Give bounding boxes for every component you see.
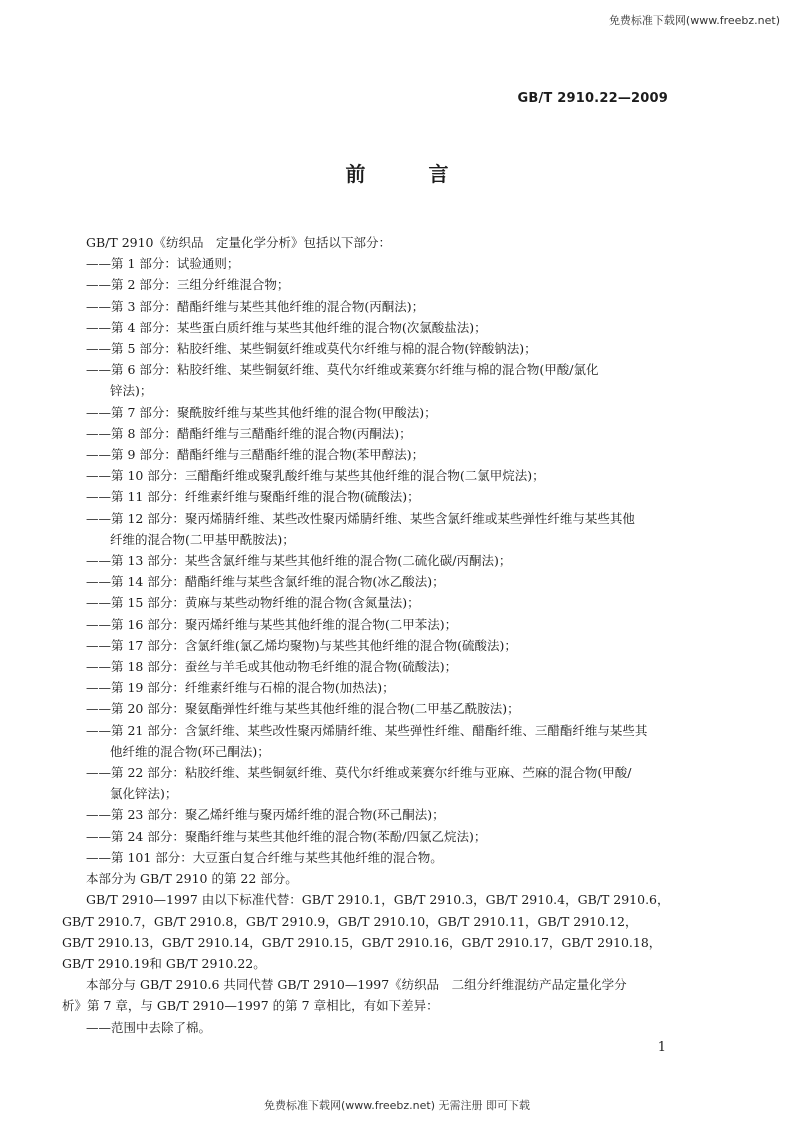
paragraph-replacement-line: GB/T 2910.19和 GB/T 2910.22。 — [62, 955, 266, 971]
list-item-continuation: 纤维的混合物(二甲基甲酰胺法)； — [110, 531, 295, 547]
list-item: ——第 16 部分：聚丙烯纤维与某些其他纤维的混合物(二甲苯法)； — [86, 616, 458, 632]
list-item: ——第 14 部分：醋酯纤维与某些含氯纤维的混合物(冰乙酸法)； — [86, 574, 445, 590]
list-item-continuation: 氯化锌法)； — [110, 786, 178, 802]
intro-line: GB/T 2910《纺织品 定量化学分析》包括以下部分： — [86, 235, 392, 250]
list-item: ——第 24 部分：聚酯纤维与某些其他纤维的混合物(苯酚/四氯乙烷法)； — [86, 828, 487, 844]
list-item: ——第 17 部分：含氯纤维(氯乙烯均聚物)与某些其他纤维的混合物(硫酸法)； — [86, 637, 517, 653]
standard-number: GB/T 2910.22—2009 — [517, 91, 668, 106]
document-body — [62, 232, 672, 1038]
paragraph-replacement-line: GB/T 2910—1997 由以下标准代替：GB/T 2910.1，GB/T 2910.3，GB/T 2910.4，GB/T 2910.6， — [86, 892, 670, 908]
watermark-top: 免费标准下载网(www.freebz.net) — [608, 14, 780, 27]
list-item: ——第 18 部分：蚕丝与羊毛或其他动物毛纤维的混合物(硫酸法)； — [86, 659, 458, 675]
list-item-continuation: 锌法)； — [110, 383, 153, 399]
list-item: ——第 19 部分：纤维素纤维与石棉的混合物(加热法)； — [86, 680, 395, 696]
list-item: ——第 4 部分：某些蛋白质纤维与某些其他纤维的混合物(次氯酸盐法)； — [86, 319, 487, 335]
list-item: ——第 2 部分：三组分纤维混合物； — [86, 277, 290, 293]
list-item: ——第 21 部分：含氯纤维、某些改性聚丙烯腈纤维、某些弹性纤维、醋酯纤维、三醋酯纤维与某些其 — [86, 722, 648, 738]
list-item: ——第 1 部分：试验通则； — [86, 256, 240, 272]
list-item: ——第 101 部分：大豆蛋白复合纤维与某些其他纤维的混合物。 — [86, 849, 443, 865]
list-item: ——第 12 部分：聚丙烯腈纤维、某些改性聚丙烯腈纤维、某些含氯纤维或某些弹性纤维与某些其他 — [86, 510, 635, 526]
list-item: ——第 11 部分：纤维素纤维与聚酯纤维的混合物(硫酸法)； — [86, 489, 420, 505]
paragraph-replacement-line: GB/T 2910.13，GB/T 2910.14，GB/T 2910.15，GB/T 2910.16，GB/T 2910.17，GB/T 2910.18， — [62, 934, 662, 950]
list-item: ——第 5 部分：粘胶纤维、某些铜氨纤维或莫代尔纤维与棉的混合物(锌酸钠法)； — [86, 341, 537, 357]
page-title: 前 言 — [345, 162, 477, 186]
list-item: ——第 22 部分：粘胶纤维、某些铜氨纤维、莫代尔纤维或莱赛尔纤维与亚麻、苎麻的混合物(甲酸/ — [86, 765, 632, 781]
list-item-continuation: 他纤维的混合物(环己酮法)； — [110, 743, 270, 759]
paragraph-replacement-line: GB/T 2910.7，GB/T 2910.8，GB/T 2910.9，GB/T 2910.10，GB/T 2910.11，GB/T 2910.12， — [62, 913, 638, 929]
list-item: ——第 3 部分：醋酯纤维与某些其他纤维的混合物(丙酮法)； — [86, 298, 425, 314]
list-item: ——第 7 部分：聚酰胺纤维与某些其他纤维的混合物(甲酸法)； — [86, 404, 437, 420]
list-item: ——第 13 部分：某些含氯纤维与某些其他纤维的混合物(二硫化碳/丙酮法)； — [86, 553, 512, 569]
list-item: ——第 10 部分：三醋酯纤维或聚乳酸纤维与某些其他纤维的混合物(二氯甲烷法)； — [86, 468, 545, 484]
page-number: 1 — [657, 1040, 666, 1055]
paragraph-differences-line: 本部分与 GB/T 2910.6 共同代替 GB/T 2910—1997《纺织品 二组分纤维混纺产品定量化学分 — [86, 977, 627, 993]
paragraph-differences-line: ——范围中去除了棉。 — [86, 1019, 212, 1035]
paragraph-differences-line: 析》第 7 章，与 GB/T 2910—1997 的第 7 章相比，有如下差异： — [62, 998, 439, 1014]
list-item: ——第 9 部分：醋酯纤维与三醋酯纤维的混合物(苯甲醇法)； — [86, 447, 425, 463]
watermark-bottom: 免费标准下载网(www.freebz.net) 无需注册 即可下载 — [263, 1099, 531, 1112]
list-item: ——第 20 部分：聚氨酯弹性纤维与某些其他纤维的混合物(二甲基乙酰胺法)； — [86, 701, 520, 717]
paragraph-part-note: 本部分为 GB/T 2910 的第 22 部分。 — [86, 871, 298, 887]
list-item: ——第 15 部分：黄麻与某些动物纤维的混合物(含氮量法)； — [86, 595, 420, 611]
list-item: ——第 8 部分：醋酯纤维与三醋酯纤维的混合物(丙酮法)； — [86, 425, 412, 441]
list-item: ——第 6 部分：粘胶纤维、某些铜氨纤维、莫代尔纤维或莱赛尔纤维与棉的混合物(甲酸/氯化 — [86, 362, 599, 378]
list-item: ——第 23 部分：聚乙烯纤维与聚丙烯纤维的混合物(环己酮法)； — [86, 807, 445, 823]
